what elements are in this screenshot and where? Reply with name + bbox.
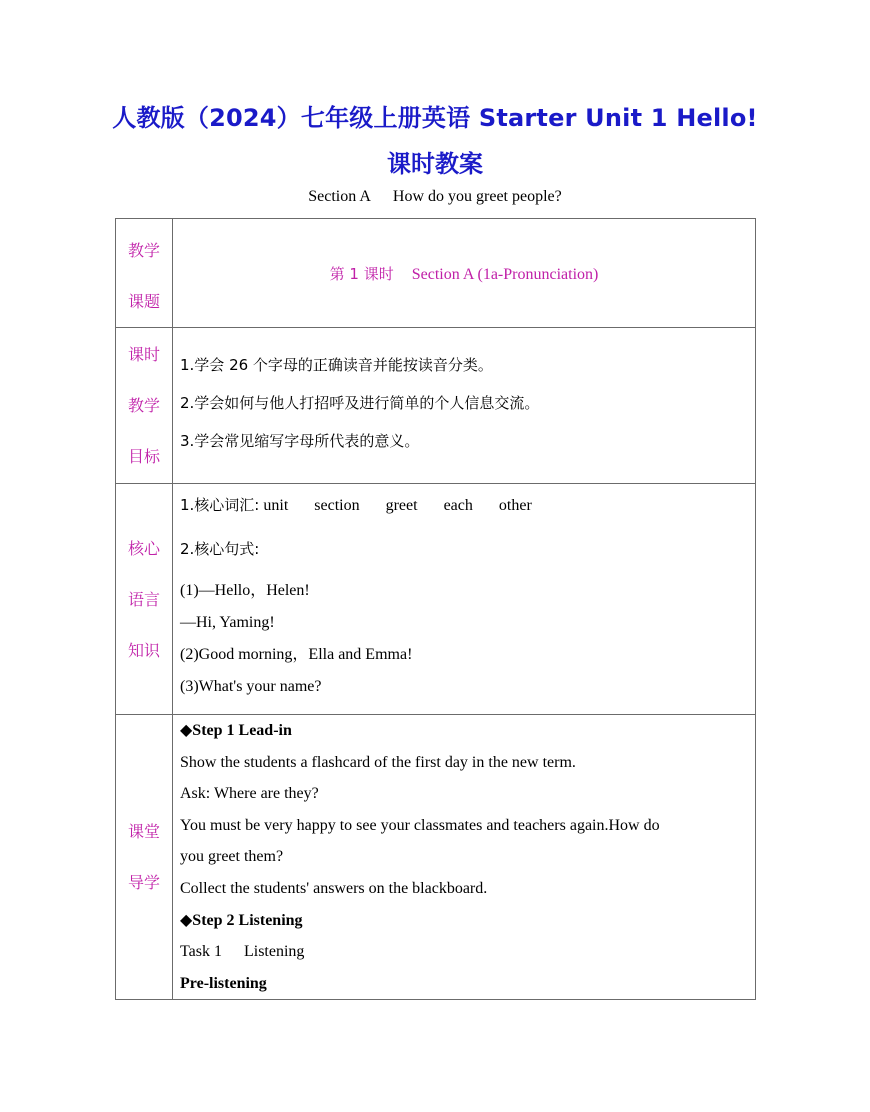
vocab-word: other — [498, 497, 532, 514]
pre-listening-heading: Pre-listening — [180, 974, 267, 992]
document-title: 人教版（2024）七年级上册英语 Starter Unit 1 Hello! — [112, 104, 758, 132]
section-question: How do you greet people? — [392, 188, 562, 205]
lesson-title — [173, 219, 756, 328]
document-subtitle: 课时教案 — [387, 150, 483, 178]
core-sentence: (3)What's your name? — [180, 678, 322, 695]
step1-line: Collect the students' answers on the blackboard. — [180, 879, 488, 897]
lesson-number: 第 1 课时 — [329, 264, 394, 283]
label-class-line2: 导学 — [127, 873, 160, 893]
objective-item: 1.学会 26 个字母的正确读音并能按读音分类。 — [180, 356, 493, 374]
vocab-word: unit — [263, 497, 289, 514]
label-topic-line1: 教学 — [127, 241, 160, 260]
row-objectives — [116, 328, 756, 484]
label-core-line1: 核心 — [127, 538, 160, 558]
row-core-language — [116, 484, 756, 715]
objective-item: 3.学会常见缩写字母所代表的意义。 — [180, 432, 420, 450]
step1-line: you greet them? — [180, 848, 284, 866]
label-core-line3: 知识 — [127, 640, 160, 660]
objective-item: 2.学会如何与他人打招呼及进行简单的个人信息交流。 — [180, 394, 540, 412]
label-class-line1: 课堂 — [127, 822, 160, 842]
step1-heading: ◆Step 1 Lead-in — [180, 722, 292, 739]
class-content — [173, 715, 756, 1000]
label-class — [116, 715, 173, 1000]
task-name: Listening — [243, 943, 305, 961]
task-line — [180, 936, 755, 968]
core-sentence: (2)Good morning，Ella and Emma! — [180, 646, 413, 663]
step1-line: Show the students a flashcard of the first day in the new term. — [180, 753, 576, 771]
core-vocab — [180, 490, 755, 521]
core-sentence: —Hi, Yaming! — [180, 614, 275, 631]
core-content — [173, 484, 756, 715]
step2-heading: ◆Step 2 Listening — [180, 911, 303, 929]
section-name: Section A — [308, 188, 371, 205]
label-objectives-line3: 目标 — [127, 447, 160, 466]
vocab-word: section — [314, 497, 360, 514]
step1-line: Ask: Where are they? — [180, 785, 319, 803]
row-class-guide — [116, 715, 756, 1000]
lesson-plan-table — [115, 218, 756, 1000]
row-topic — [116, 219, 756, 328]
task-number: Task 1 — [180, 943, 222, 961]
core-sentence: (1)—Hello，Helen! — [180, 582, 310, 599]
label-objectives-line2: 教学 — [127, 396, 160, 415]
label-core — [116, 484, 173, 715]
objectives-content — [173, 328, 756, 484]
section-heading — [0, 188, 870, 206]
lesson-section: Section A (1a-Pronunciation) — [411, 265, 599, 283]
vocab-word: greet — [385, 497, 418, 514]
label-objectives — [116, 328, 173, 484]
label-topic — [116, 219, 173, 328]
step1-line: You must be very happy to see your classmates and teachers again.How do — [180, 816, 660, 834]
sentence-label: 2.核心句式: — [180, 540, 260, 558]
label-topic-line2: 课题 — [127, 292, 160, 311]
label-core-line2: 语言 — [127, 589, 160, 609]
vocab-word: each — [443, 497, 473, 514]
vocab-label: 1.核心词汇: — [180, 496, 260, 514]
label-objectives-line1: 课时 — [127, 345, 160, 364]
